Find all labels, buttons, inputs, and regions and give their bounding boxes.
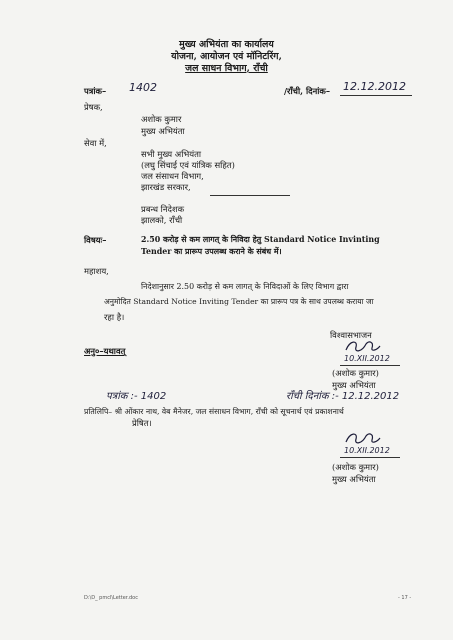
memo-date: राँची दिनांक :- 12.12.2012 xyxy=(286,391,400,402)
signature-1-underline xyxy=(340,365,400,366)
md-designation: प्रबन्ध निदेशक xyxy=(141,204,185,214)
recipient-line: जल संसाधन विभाग, xyxy=(141,171,204,181)
sender-name: अशोक कुमार xyxy=(141,114,182,124)
date-value: 12.12.2012 xyxy=(343,80,406,93)
salutation: महाशय, xyxy=(84,266,109,276)
recipient-label: सेवा में, xyxy=(84,138,107,148)
sender-designation: मुख्य अभियंता xyxy=(141,126,185,136)
footer-page-number: - 17 - xyxy=(398,595,412,601)
signature-2-date: 10.XII.2012 xyxy=(344,446,390,455)
patrank-value: 1402 xyxy=(129,81,157,94)
closing: विश्वासभाजन xyxy=(330,330,372,340)
recipient-line: झारखंड सरकार, xyxy=(141,182,191,192)
body-line: अनुमोदित Standard Notice Inviting Tender का प्रारूप पत्र के साथ उपलब्ध कराया जा xyxy=(104,297,374,306)
recipient-line: सभी मुख्य अभियंता xyxy=(141,149,202,159)
signature-1-date: 10.XII.2012 xyxy=(344,354,390,363)
signature-2-designation: मुख्य अभियंता xyxy=(332,474,376,484)
copy-line: प्रतिलिपि– श्री ओंकार नाथ, वेब मैनेजर, जल संसाधन विभाग, राँची को सूचनार्थ एवं प्रकाशनार्थ xyxy=(84,407,344,416)
md-office: झालको, राँची xyxy=(141,215,183,225)
body-line: रहा है। xyxy=(104,312,125,322)
signature-2-underline xyxy=(340,457,400,458)
signature-1-name: (अशोक कुमार) xyxy=(332,368,379,378)
subject-line: Tender का प्रारूप उपलब्ध कराने के संबंध में। xyxy=(141,247,282,256)
footer-filename: D:\D_ pmcl\Letter.doc xyxy=(84,595,138,601)
signature-1-designation: मुख्य अभियंता xyxy=(332,380,376,390)
enclosure: अनु०–यथावत् xyxy=(84,346,126,356)
sender-label: प्रेषक, xyxy=(84,102,103,112)
patrank-label: पत्रांक– xyxy=(84,86,107,96)
office-title: मुख्य अभियंता का कार्यालय xyxy=(179,39,274,50)
office-department: जल साधन विभाग, राँची xyxy=(185,63,268,74)
subject-label: विषयः– xyxy=(84,235,107,245)
memo-patrank: पत्रांक :- 1402 xyxy=(106,391,167,402)
recipient-divider xyxy=(210,195,290,196)
subject-line: 2.50 करोड़ से कम लागत् के निविदा हेतु Standard Notice Invinting xyxy=(141,235,380,244)
office-subtitle: योजना, आयोजन एवं मॉनिटरिंग, xyxy=(171,51,282,62)
place-date-label: /राँची, दिनांक– xyxy=(284,86,331,96)
copy-line: प्रेषित। xyxy=(132,418,152,428)
date-underline xyxy=(340,95,412,96)
signature-2-name: (अशोक कुमार) xyxy=(332,462,379,472)
recipient-line: (लघु सिंचाई एवं यांत्रिक सहित) xyxy=(141,160,235,170)
body-line: निदेशानुसार 2.50 करोड़ से कम लागत् के निविदाओं के लिए विभाग द्वारा xyxy=(141,282,349,291)
